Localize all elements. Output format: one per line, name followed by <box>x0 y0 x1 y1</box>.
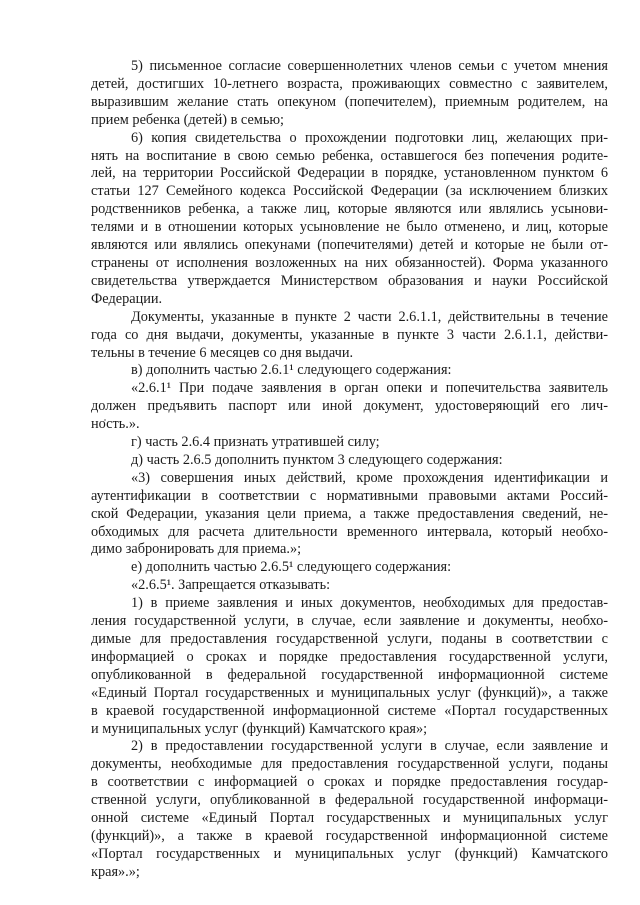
text-line: Федерации. <box>91 290 163 307</box>
text-line: в) дополнить частью 2.6.1¹ следующего содержания: <box>131 362 452 379</box>
text-line: ления государственной услуги, в случае, если заявление и документы, необхо- <box>91 613 608 630</box>
paragraph-p6 <box>91 130 608 309</box>
text-line: ность.». <box>91 416 140 433</box>
text-line: е) дополнить частью 2.6.5¹ следующего содержания: <box>131 559 452 576</box>
text-line: 5) письменное согласие совершеннолетних членов семьи с учетом мнения <box>131 58 608 74</box>
text-line: в соответствии с информацией о сроках и порядке предоставления государ- <box>91 774 608 791</box>
text-line: онной системе «Единый Портал государственных и муниципальных услуг <box>91 810 608 827</box>
text-line: «2.6.5¹. Запрещается отказывать: <box>131 577 331 594</box>
paragraph-pg <box>91 434 608 452</box>
text-line: выразившим желание стать опекуном (попечителем), приемным родителем, на <box>91 93 608 110</box>
paragraph-pe <box>91 559 608 577</box>
text-line: статьи 127 Семейного кодекса Российской Федерации (за исключением близких <box>91 183 608 200</box>
text-line: г) часть 2.6.4 признать утратившей силу; <box>131 434 380 451</box>
text-line: димо забронировать для приема.»; <box>91 541 302 558</box>
text-line: 6) копия свидетельства о прохождении подготовки лиц, желающих при- <box>131 129 608 146</box>
text-line: в краевой государственной информационной системе «Портал государственных <box>91 702 608 719</box>
text-line: края».»; <box>91 863 140 880</box>
text-line: 2) в предоставлении государственной услуги в случае, если заявление и <box>131 738 608 755</box>
paragraph-p265 <box>91 577 608 595</box>
paragraph-p5 <box>91 58 608 130</box>
text-line: детей, достигших 10-летнего возраста, проживающих совместно с заявителем, <box>91 75 608 92</box>
paragraph-p1 <box>91 595 608 738</box>
text-line: «Единый Портал государственных и муниципальных услуг (функций)», а также <box>91 684 608 701</box>
text-line: нять на воспитание в свою семью ребенка, оставшегося без попечения родите- <box>91 147 608 164</box>
text-line: тельны в течение 6 месяцев со дня выдачи. <box>91 344 354 361</box>
text-line: свидетельства утверждается Министерством образования и науки Российской <box>91 272 608 289</box>
text-line: (функций)», а также в краевой государственной информационной системе <box>91 827 608 844</box>
text-line: «3) совершения иных действий, кроме прохождения идентификации и <box>131 469 608 486</box>
paragraph-pd <box>91 452 608 470</box>
text-line: ственной услуги, опубликованной в федеральной государственной информаци- <box>91 792 608 809</box>
paragraph-pv <box>91 362 608 380</box>
paragraph-p261 <box>91 380 608 434</box>
text-line: прием ребенка (детей) в семью; <box>91 111 285 128</box>
text-line: информацией о сроках и порядке предоставления государственной услуги, <box>91 648 608 665</box>
text-line: димые для предоставления государственной услуги, поданы в соответствии с <box>91 631 608 647</box>
text-line: опубликованной в федеральной государственной информационной системе <box>91 666 608 683</box>
text-line: д) часть 2.6.5 дополнить пунктом 3 следующего содержания: <box>131 451 503 468</box>
text-line: «2.6.1¹ При подаче заявления в орган опеки и попечительства заявитель <box>131 380 608 397</box>
text-line: «Портал государственных и муниципальных услуг (функций) Камчатского <box>91 845 608 862</box>
text-line: аутентификации в соответствии с нормативными правовыми актами Россий- <box>91 487 608 504</box>
text-line: странены от исполнения возложенных на них обязанностей). Форма указанного <box>91 254 608 271</box>
paragraph-p3 <box>91 470 608 560</box>
text-line: родственников ребенка, а также лиц, которые являются или являлись усынови- <box>91 201 608 218</box>
text-line: документы, необходимые для предоставления государственной услуги, поданы <box>91 756 608 773</box>
text-line: ской Федерации, указания цели приема, а также предоставления сведений, не- <box>91 505 608 522</box>
paragraph-pdocs <box>91 309 608 363</box>
text-line: телями и в отношении которых усыновление не было отменено, и лиц, которые <box>91 219 608 236</box>
text-line: являются или являлись опекунами (попечителями) детей и которые не были от- <box>91 237 608 254</box>
paragraph-p2 <box>91 738 608 881</box>
text-line: лей, на территории Российской Федерации в порядке, установленном пунктом 6 <box>91 165 608 182</box>
text-line: должен предъявить паспорт или иной документ, удостоверяющий его лич- <box>91 398 608 415</box>
text-line: обходимых для расчета длительности временного интервала, который необхо- <box>91 523 608 540</box>
text-line: Документы, указанные в пункте 2 части 2.6.1.1, действительны в течение <box>131 308 608 325</box>
text-line: и муниципальных услуг (функций) Камчатского края»; <box>91 720 428 737</box>
document-body <box>91 58 608 882</box>
text-line: 1) в приеме заявления и иных документов, необходимых для предостав- <box>131 595 608 612</box>
text-line: года со дня выдачи, документы, указанные в пункте 3 части 2.6.1.1, действи- <box>91 326 608 343</box>
